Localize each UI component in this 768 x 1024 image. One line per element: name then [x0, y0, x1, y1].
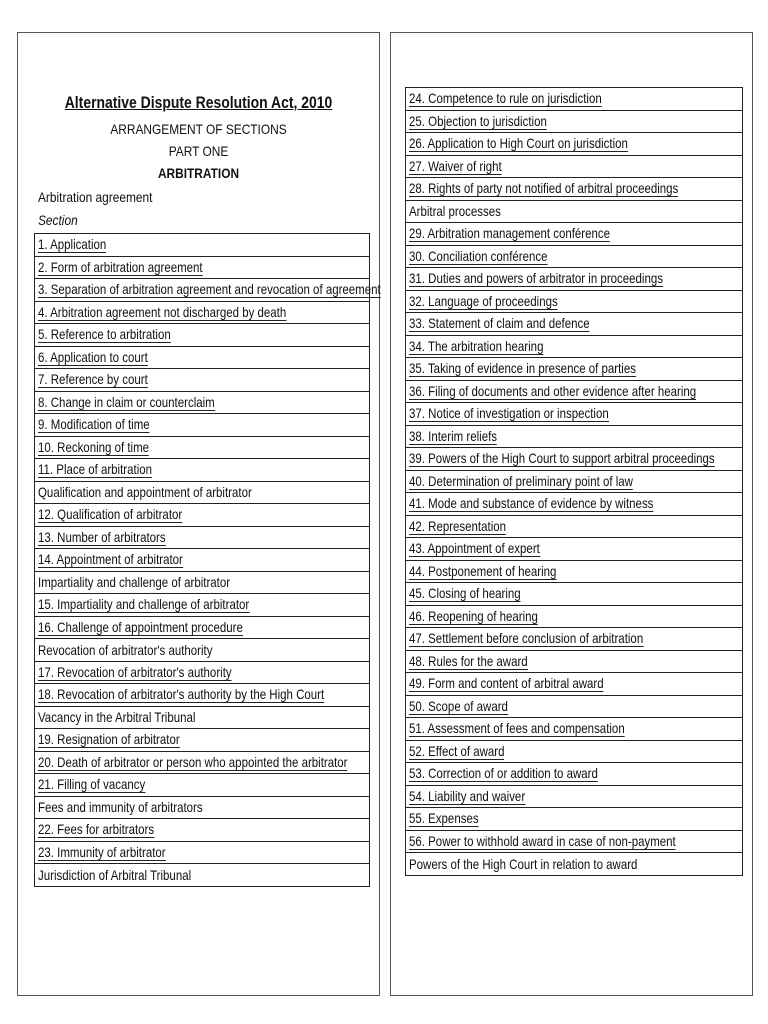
section-group-row: [35, 639, 370, 662]
section-row: [406, 605, 743, 628]
section-row: [35, 841, 370, 864]
section-row: [35, 234, 370, 257]
section-row: [406, 448, 743, 471]
section-row: [35, 459, 370, 482]
section-row: [406, 538, 743, 561]
section-cell: [35, 369, 370, 392]
section-group-cell: [35, 864, 370, 887]
section-cell: [406, 830, 743, 853]
section-label-text: 28. Rights of party not notified of arbitral proceedings: [409, 180, 679, 197]
section-group-row: [35, 796, 370, 819]
section-cell: [406, 538, 743, 561]
section-row: [406, 808, 743, 831]
section-cell: [406, 560, 743, 583]
section-label-text: 20. Death of arbitrator or person who appointed the arbitrator: [38, 753, 348, 770]
section-group-cell: [35, 481, 370, 504]
section-row: [406, 223, 743, 246]
section-label-text: 48. Rules for the award: [409, 652, 528, 669]
section-label-text: 41. Mode and substance of evidence by witness: [409, 495, 654, 512]
section-row: [406, 515, 743, 538]
section-label-text: 49. Form and content of arbitral award: [409, 675, 604, 692]
section-group-label: Revocation of arbitrator's authority: [38, 641, 213, 658]
section-label: Section: [38, 212, 78, 228]
section-row: [406, 403, 743, 426]
section-label-text: 45. Closing of hearing: [409, 585, 521, 602]
section-cell: [35, 504, 370, 527]
section-label-text: 34. The arbitration hearing: [409, 337, 544, 354]
section-label-text: 26. Application to High Court on jurisdiction: [409, 135, 628, 152]
section-label-text: 3. Separation of arbitration agreement and revocation of agreement: [38, 281, 381, 298]
section-label-text: 22. Fees for arbitrators: [38, 821, 155, 838]
section-cell: [406, 313, 743, 336]
section-label-text: 21. Filling of vacancy: [38, 776, 146, 793]
section-label-text: 1. Application: [38, 236, 107, 253]
section-cell: [406, 268, 743, 291]
section-group-label: Vacancy in the Arbitral Tribunal: [38, 709, 196, 726]
section-label-text: 51. Assessment of fees and compensation: [409, 720, 625, 737]
section-cell: [35, 391, 370, 414]
section-row: [406, 718, 743, 741]
section-row: [406, 358, 743, 381]
section-label-text: 39. Powers of the High Court to support arbitral proceedings: [409, 450, 715, 467]
section-row: [406, 425, 743, 448]
section-cell: [35, 324, 370, 347]
section-label-text: 36. Filing of documents and other evidence after hearing: [409, 382, 697, 399]
part-heading: PART ONE: [168, 143, 229, 159]
section-label-text: 18. Revocation of arbitrator's authority by the High Court: [38, 686, 325, 703]
section-cell: [406, 673, 743, 696]
section-cell: [406, 335, 743, 358]
section-cell: [406, 515, 743, 538]
sections-table-left: [34, 233, 381, 887]
section-label-text: 44. Postponement of hearing: [409, 562, 557, 579]
right-page: [390, 32, 753, 996]
section-row: [406, 560, 743, 583]
section-cell: [406, 358, 743, 381]
section-cell: [35, 346, 370, 369]
section-group-cell: [35, 571, 370, 594]
section-label-text: 38. Interim reliefs: [409, 427, 498, 444]
sections-table-right: [405, 87, 743, 876]
section-label-text: 35. Taking of evidence in presence of parties: [409, 360, 636, 377]
section-label-text: 29. Arbitration management conférence: [409, 225, 611, 242]
section-row: [406, 830, 743, 853]
section-row: [406, 650, 743, 673]
section-row: [35, 256, 370, 279]
section-label-text: 25. Objection to jurisdiction: [409, 112, 547, 129]
section-row: [35, 324, 370, 347]
section-label-text: 15. Impartiality and challenge of arbitrator: [38, 596, 250, 613]
section-cell: [406, 808, 743, 831]
section-row: [35, 346, 370, 369]
section-row: [406, 740, 743, 763]
part-title: ARBITRATION: [157, 165, 240, 181]
section-cell: [35, 616, 370, 639]
section-cell: [35, 256, 370, 279]
section-row: [406, 335, 743, 358]
section-row: [35, 504, 370, 527]
section-row: [406, 470, 743, 493]
section-label-text: 27. Waiver of right: [409, 157, 502, 174]
section-cell: [35, 414, 370, 437]
section-row: [406, 673, 743, 696]
section-row: [406, 268, 743, 291]
section-row: [406, 178, 743, 201]
left-page: [17, 32, 380, 996]
section-row: [35, 661, 370, 684]
section-group-row: [35, 864, 370, 887]
section-label-text: 47. Settlement before conclusion of arbitration: [409, 630, 644, 647]
section-cell: [406, 718, 743, 741]
section-cell: [35, 526, 370, 549]
section-row: [406, 133, 743, 156]
section-label-text: 17. Revocation of arbitrator's authority: [38, 663, 232, 680]
section-row: [406, 155, 743, 178]
section-label-text: 37. Notice of investigation or inspection: [409, 405, 609, 422]
section-cell: [406, 605, 743, 628]
section-group-label: Fees and immunity of arbitrators: [38, 799, 203, 816]
section-cell: [35, 436, 370, 459]
section-row: [406, 763, 743, 786]
section-row: [406, 493, 743, 516]
section-label-text: 31. Duties and powers of arbitrator in proceedings: [409, 270, 663, 287]
section-cell: [406, 178, 743, 201]
section-label-text: 16. Challenge of appointment procedure: [38, 618, 243, 635]
section-row: [35, 436, 370, 459]
section-row: [406, 695, 743, 718]
section-row: [406, 628, 743, 651]
section-cell: [406, 403, 743, 426]
section-group-label: Jurisdiction of Arbitral Tribunal: [38, 866, 192, 883]
section-cell: [406, 155, 743, 178]
section-group-cell: [35, 639, 370, 662]
section-label-text: 6. Application to court: [38, 348, 148, 365]
section-cell: [35, 729, 370, 752]
section-label-text: 12. Qualification of arbitrator: [38, 506, 183, 523]
section-group-row: [35, 481, 370, 504]
section-label-text: 5. Reference to arbitration: [38, 326, 171, 343]
section-cell: [406, 628, 743, 651]
arrangement-heading: ARRANGEMENT OF SECTIONS: [110, 121, 287, 137]
group-heading: Arbitration agreement: [38, 189, 153, 205]
section-row: [406, 88, 743, 111]
section-cell: [35, 459, 370, 482]
section-group-cell: [406, 853, 743, 876]
section-cell: [35, 594, 370, 617]
section-cell: [406, 223, 743, 246]
section-group-label: Arbitral processes: [409, 203, 501, 220]
section-cell: [406, 133, 743, 156]
section-label-text: 24. Competence to rule on jurisdiction: [409, 90, 602, 107]
section-row: [35, 819, 370, 842]
section-group-row: [35, 706, 370, 729]
section-cell: [35, 819, 370, 842]
section-row: [35, 729, 370, 752]
section-cell: [35, 751, 370, 774]
section-cell: [406, 493, 743, 516]
section-label-text: 46. Reopening of hearing: [409, 607, 538, 624]
section-cell: [35, 841, 370, 864]
section-cell: [406, 695, 743, 718]
section-label-text: 9. Modification of time: [38, 416, 150, 433]
section-label-text: 19. Resignation of arbitrator: [38, 731, 180, 748]
section-group-cell: [406, 200, 743, 223]
section-label-text: 56. Power to withhold award in case of non-payment: [409, 832, 676, 849]
section-cell: [35, 549, 370, 572]
document-title: Alternative Dispute Resolution Act, 2010: [64, 93, 333, 112]
section-cell: [35, 661, 370, 684]
section-row: [35, 414, 370, 437]
section-row: [406, 110, 743, 133]
section-cell: [406, 763, 743, 786]
section-cell: [35, 301, 370, 324]
section-label-text: 32. Language of proceedings: [409, 292, 558, 309]
section-label-text: 42. Representation: [409, 517, 507, 534]
section-label-text: 13. Number of arbitrators: [38, 528, 166, 545]
section-cell: [406, 88, 743, 111]
section-label-text: 4. Arbitration agreement not discharged by death: [38, 303, 287, 320]
section-label-text: 50. Scope of award: [409, 697, 508, 714]
section-group-cell: [35, 706, 370, 729]
section-row: [35, 774, 370, 797]
section-cell: [406, 740, 743, 763]
section-row: [406, 313, 743, 336]
section-label-text: 54. Liability and waiver: [409, 787, 526, 804]
section-row: [406, 245, 743, 268]
section-cell: [406, 290, 743, 313]
section-row: [35, 526, 370, 549]
section-row: [406, 583, 743, 606]
section-group-label: Impartiality and challenge of arbitrator: [38, 574, 231, 591]
section-group-row: [406, 853, 743, 876]
section-label-text: 40. Determination of preliminary point of law: [409, 472, 633, 489]
section-label-text: 11. Place of arbitration: [38, 461, 153, 478]
section-label-text: 2. Form of arbitration agreement: [38, 258, 203, 275]
section-cell: [35, 279, 381, 302]
section-cell: [406, 785, 743, 808]
section-cell: [406, 110, 743, 133]
section-cell: [35, 684, 370, 707]
section-cell: [406, 425, 743, 448]
section-label-text: 53. Correction of or addition to award: [409, 765, 598, 782]
section-row: [35, 594, 370, 617]
section-group-row: [406, 200, 743, 223]
section-cell: [35, 234, 370, 257]
section-row: [35, 616, 370, 639]
section-label-text: 7. Reference by court: [38, 371, 148, 388]
section-row: [35, 301, 370, 324]
section-label-text: 33. Statement of claim and defence: [409, 315, 590, 332]
section-label-text: 10. Reckoning of time: [38, 438, 150, 455]
section-label-text: 8. Change in claim or counterclaim: [38, 393, 215, 410]
section-cell: [406, 448, 743, 471]
section-row: [35, 751, 370, 774]
section-group-label: Qualification and appointment of arbitrator: [38, 484, 252, 501]
section-label-text: 52. Effect of award: [409, 742, 505, 759]
section-cell: [406, 380, 743, 403]
section-row: [35, 391, 370, 414]
section-row: [35, 279, 370, 302]
section-row: [35, 369, 370, 392]
section-row: [35, 549, 370, 572]
section-label-text: 43. Appointment of expert: [409, 540, 540, 557]
section-label-text: 55. Expenses: [409, 810, 479, 827]
section-row: [35, 684, 370, 707]
section-group-label: Powers of the High Court in relation to award: [409, 855, 638, 872]
section-row: [406, 290, 743, 313]
section-group-cell: [35, 796, 370, 819]
section-row: [406, 380, 743, 403]
section-cell: [35, 774, 370, 797]
section-label-text: 30. Conciliation conférence: [409, 247, 548, 264]
section-cell: [406, 650, 743, 673]
section-cell: [406, 470, 743, 493]
section-label-text: 23. Immunity of arbitrator: [38, 843, 166, 860]
section-group-row: [35, 571, 370, 594]
section-row: [406, 785, 743, 808]
section-cell: [406, 583, 743, 606]
section-label-text: 14. Appointment of arbitrator: [38, 551, 183, 568]
section-cell: [406, 245, 743, 268]
